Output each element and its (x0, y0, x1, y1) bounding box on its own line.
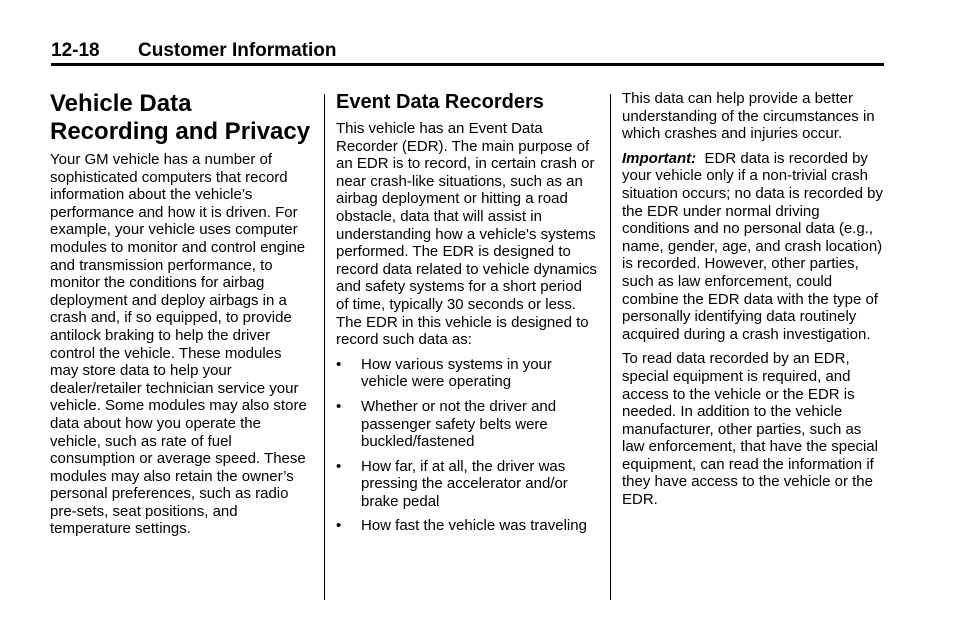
list-item-text: How fast the vehicle was traveling (361, 517, 587, 535)
important-label: Important: (622, 149, 697, 167)
page-number: 12-18 (51, 40, 100, 61)
list-item (336, 517, 598, 535)
list-item-text: Whether or not the driver and passenger safety belts were buckled/fastened (361, 397, 557, 451)
bullet-icon: • (336, 457, 342, 475)
page-header (51, 39, 884, 65)
section-heading: Event Data Recorders (336, 91, 544, 113)
bullet-icon: • (336, 355, 342, 373)
column-divider-2 (610, 94, 611, 600)
column-event-data-recorders (336, 90, 598, 542)
column-edr-details (622, 90, 884, 516)
header-rule (51, 63, 884, 66)
list-item (336, 356, 598, 391)
edr-intro-paragraph: This vehicle has an Event Data Recorder (EDR). The main purpose of an EDR is to record, in certain crash or near crash-like situations, such as an airbag deployment or hitting a road obstacle, data that will assist in understanding how a vehicle's systems performed. The EDR is designed to record data related to vehicle dynamics and safety systems for a short period of time, typically 30 seconds or less. The EDR in this vehicle is designed to record such data as: (336, 120, 597, 349)
list-item (336, 458, 598, 511)
bullet-icon: • (336, 397, 342, 415)
column-divider-1 (324, 94, 325, 600)
edr-data-list (336, 356, 598, 535)
column-privacy (50, 90, 314, 545)
access-paragraph: To read data recorded by an EDR, special equipment is required, and access to the vehicle or the EDR is needed. In addition to the vehicle manufacturer, other parties, such as law enforcement, that have the special equipment, can read the information if they have access to the vehicle or the EDR. (622, 350, 878, 509)
list-item (336, 398, 598, 451)
benefit-paragraph: This data can help provide a better understanding of the circumstances in which crashes and injuries occur. (622, 90, 875, 143)
page-title: Vehicle Data Recording and Privacy (50, 90, 311, 145)
list-item-text: How various systems in your vehicle were operating (361, 355, 552, 391)
important-text: EDR data is recorded by your vehicle only if a non-trivial crash situation occurs; no data is recorded by the EDR under normal driving conditions and no personal data (e.g., name, gender, age, and crash location) is recorded. However, other parties, such as law enforcement, could combine the EDR data with the type of personally identifying data routinely acquired during a crash investigation. (622, 149, 883, 343)
bullet-icon: • (336, 517, 342, 535)
privacy-paragraph: Your GM vehicle has a number of sophisticated computers that record information about the vehicle’s performance and how it is driven. For example, your vehicle uses computer modules to monitor and control engine and transmission performance, to monitor the conditions for airbag deployment and deploy airbags in a crash and, if so equipped, to provide antilock braking to help the driver control the vehicle. These modules may store data to help your dealer/retailer technician service your vehicle. Some modules may also store data about how you operate the vehicle, such as rate of fuel consumption or average speed. These modules may also retain the owner’s personal preferences, such as radio pre-sets, seat positions, and temperature settings. (50, 151, 307, 538)
list-item-text: How far, if at all, the driver was pressing the accelerator and/or brake pedal (361, 457, 568, 510)
section-title: Customer Information (138, 40, 337, 61)
important-paragraph (622, 150, 884, 344)
